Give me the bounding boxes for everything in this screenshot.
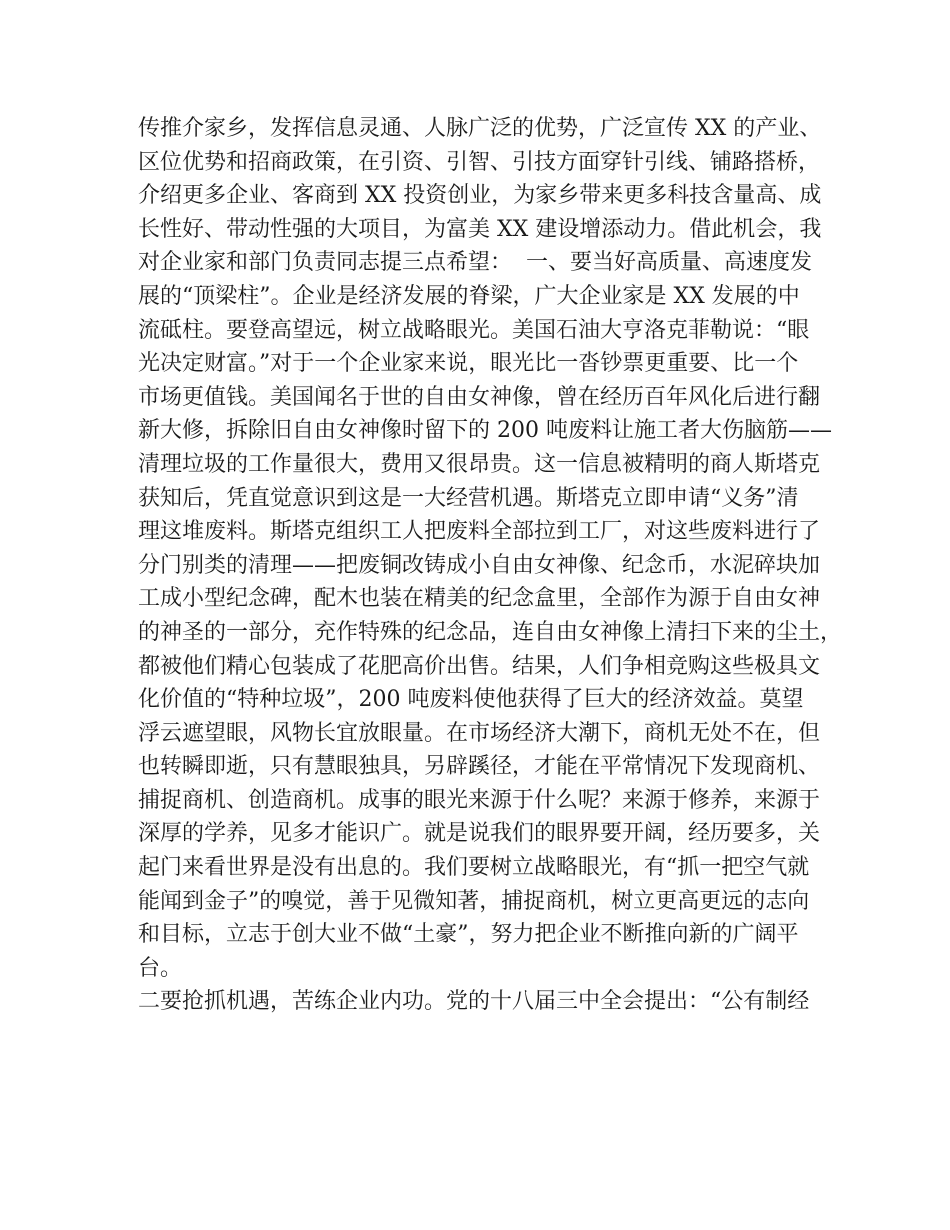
text-line: 分门别类的清理——把废铜改铸成小自由女神像、纪念币，水泥碎块加 (138, 552, 821, 578)
text-line: 的神圣的一部分，充作特殊的纪念品，连自由女神像上清扫下来的尘土， (138, 619, 843, 645)
text-line: 工成小型纪念碑，配木也装在精美的纪念盒里，全部作为源于自由女神 (138, 586, 821, 612)
text-line: 二要抢抓机遇，苦练企业内功。党的十八届三中全会提出：“公有制经 (138, 989, 810, 1015)
body-text (138, 112, 843, 1019)
text-line: 也转瞬即逝，只有慧眼独具，另辟蹊径，才能在平常情况下发现商机、 (138, 754, 821, 780)
text-line: 新大修，拆除旧自由女神像时留下的 200 吨废料让施工者大伤脑筋—— (138, 418, 832, 444)
text-line: 化价值的“特种垃圾”，200 吨废料使他获得了巨大的经济效益。莫望 (138, 687, 804, 713)
text-line: 捕捉商机、创造商机。成事的眼光来源于什么呢？来源于修养，来源于 (138, 787, 821, 813)
text-line: 清理垃圾的工作量很大，费用又很昂贵。这一信息被精明的商人斯塔克 (138, 451, 821, 477)
text-line: 和目标，立志于创大业不做“土豪”，努力把企业不断推向新的广阔平 (138, 922, 799, 948)
text-line: 光决定财富。”对于一个企业家来说，眼光比一沓钞票更重要、比一个 (138, 351, 799, 377)
text-line: 传推介家乡，发挥信息灵通、人脉广泛的优势，广泛宣传 XX 的产业、 (138, 116, 822, 141)
text-line: 起门来看世界是没有出息的。我们要树立战略眼光，有“抓一把空气就 (138, 855, 810, 881)
text-line: 能闻到金子”的嗅觉，善于见微知著，捕捉商机，树立更高更远的志向 (138, 888, 810, 914)
text-line: 都被他们精心包装成了花肥高价出售。结果，人们争相竞购这些极具文 (138, 653, 821, 679)
text-line: 区位优势和招商政策，在引资、引智、引技方面穿针引线、铺路搭桥， (138, 149, 821, 175)
text-line: 对企业家和部门负责同志提三点希望： 一、要当好高质量、高速度发 (138, 250, 812, 276)
text-line: 长性好、带动性强的大项目，为富美 XX 建设增添动力。借此机会，我 (138, 216, 822, 242)
text-line: 介绍更多企业、客商到 XX 投资创业，为家乡带来更多科技含量高、成 (138, 183, 822, 209)
text-line: 获知后，凭直觉意识到这是一大经营机遇。斯塔克立即申请“义务”清 (138, 485, 799, 511)
text-line: 市场更值钱。美国闻名于世的自由女神像，曾在经历百年风化后进行翻 (138, 384, 821, 410)
text-line: 流砥柱。要登高望远，树立战略眼光。美国石油大亨洛克菲勒说：“眼 (138, 317, 810, 343)
text-line: 理这堆废料。斯塔克组织工人把废料全部拉到工厂，对这些废料进行了 (138, 519, 821, 545)
text-line: 台。 (138, 955, 183, 981)
text-line: 深厚的学养，见多才能识广。就是说我们的眼界要开阔，经历要多，关 (138, 821, 821, 847)
text-line: 展的“顶梁柱”。企业是经济发展的脊梁，广大企业家是 XX 发展的中 (138, 283, 800, 309)
text-line: 浮云遮望眼，风物长宜放眼量。在市场经济大潮下，商机无处不在，但 (138, 720, 821, 746)
